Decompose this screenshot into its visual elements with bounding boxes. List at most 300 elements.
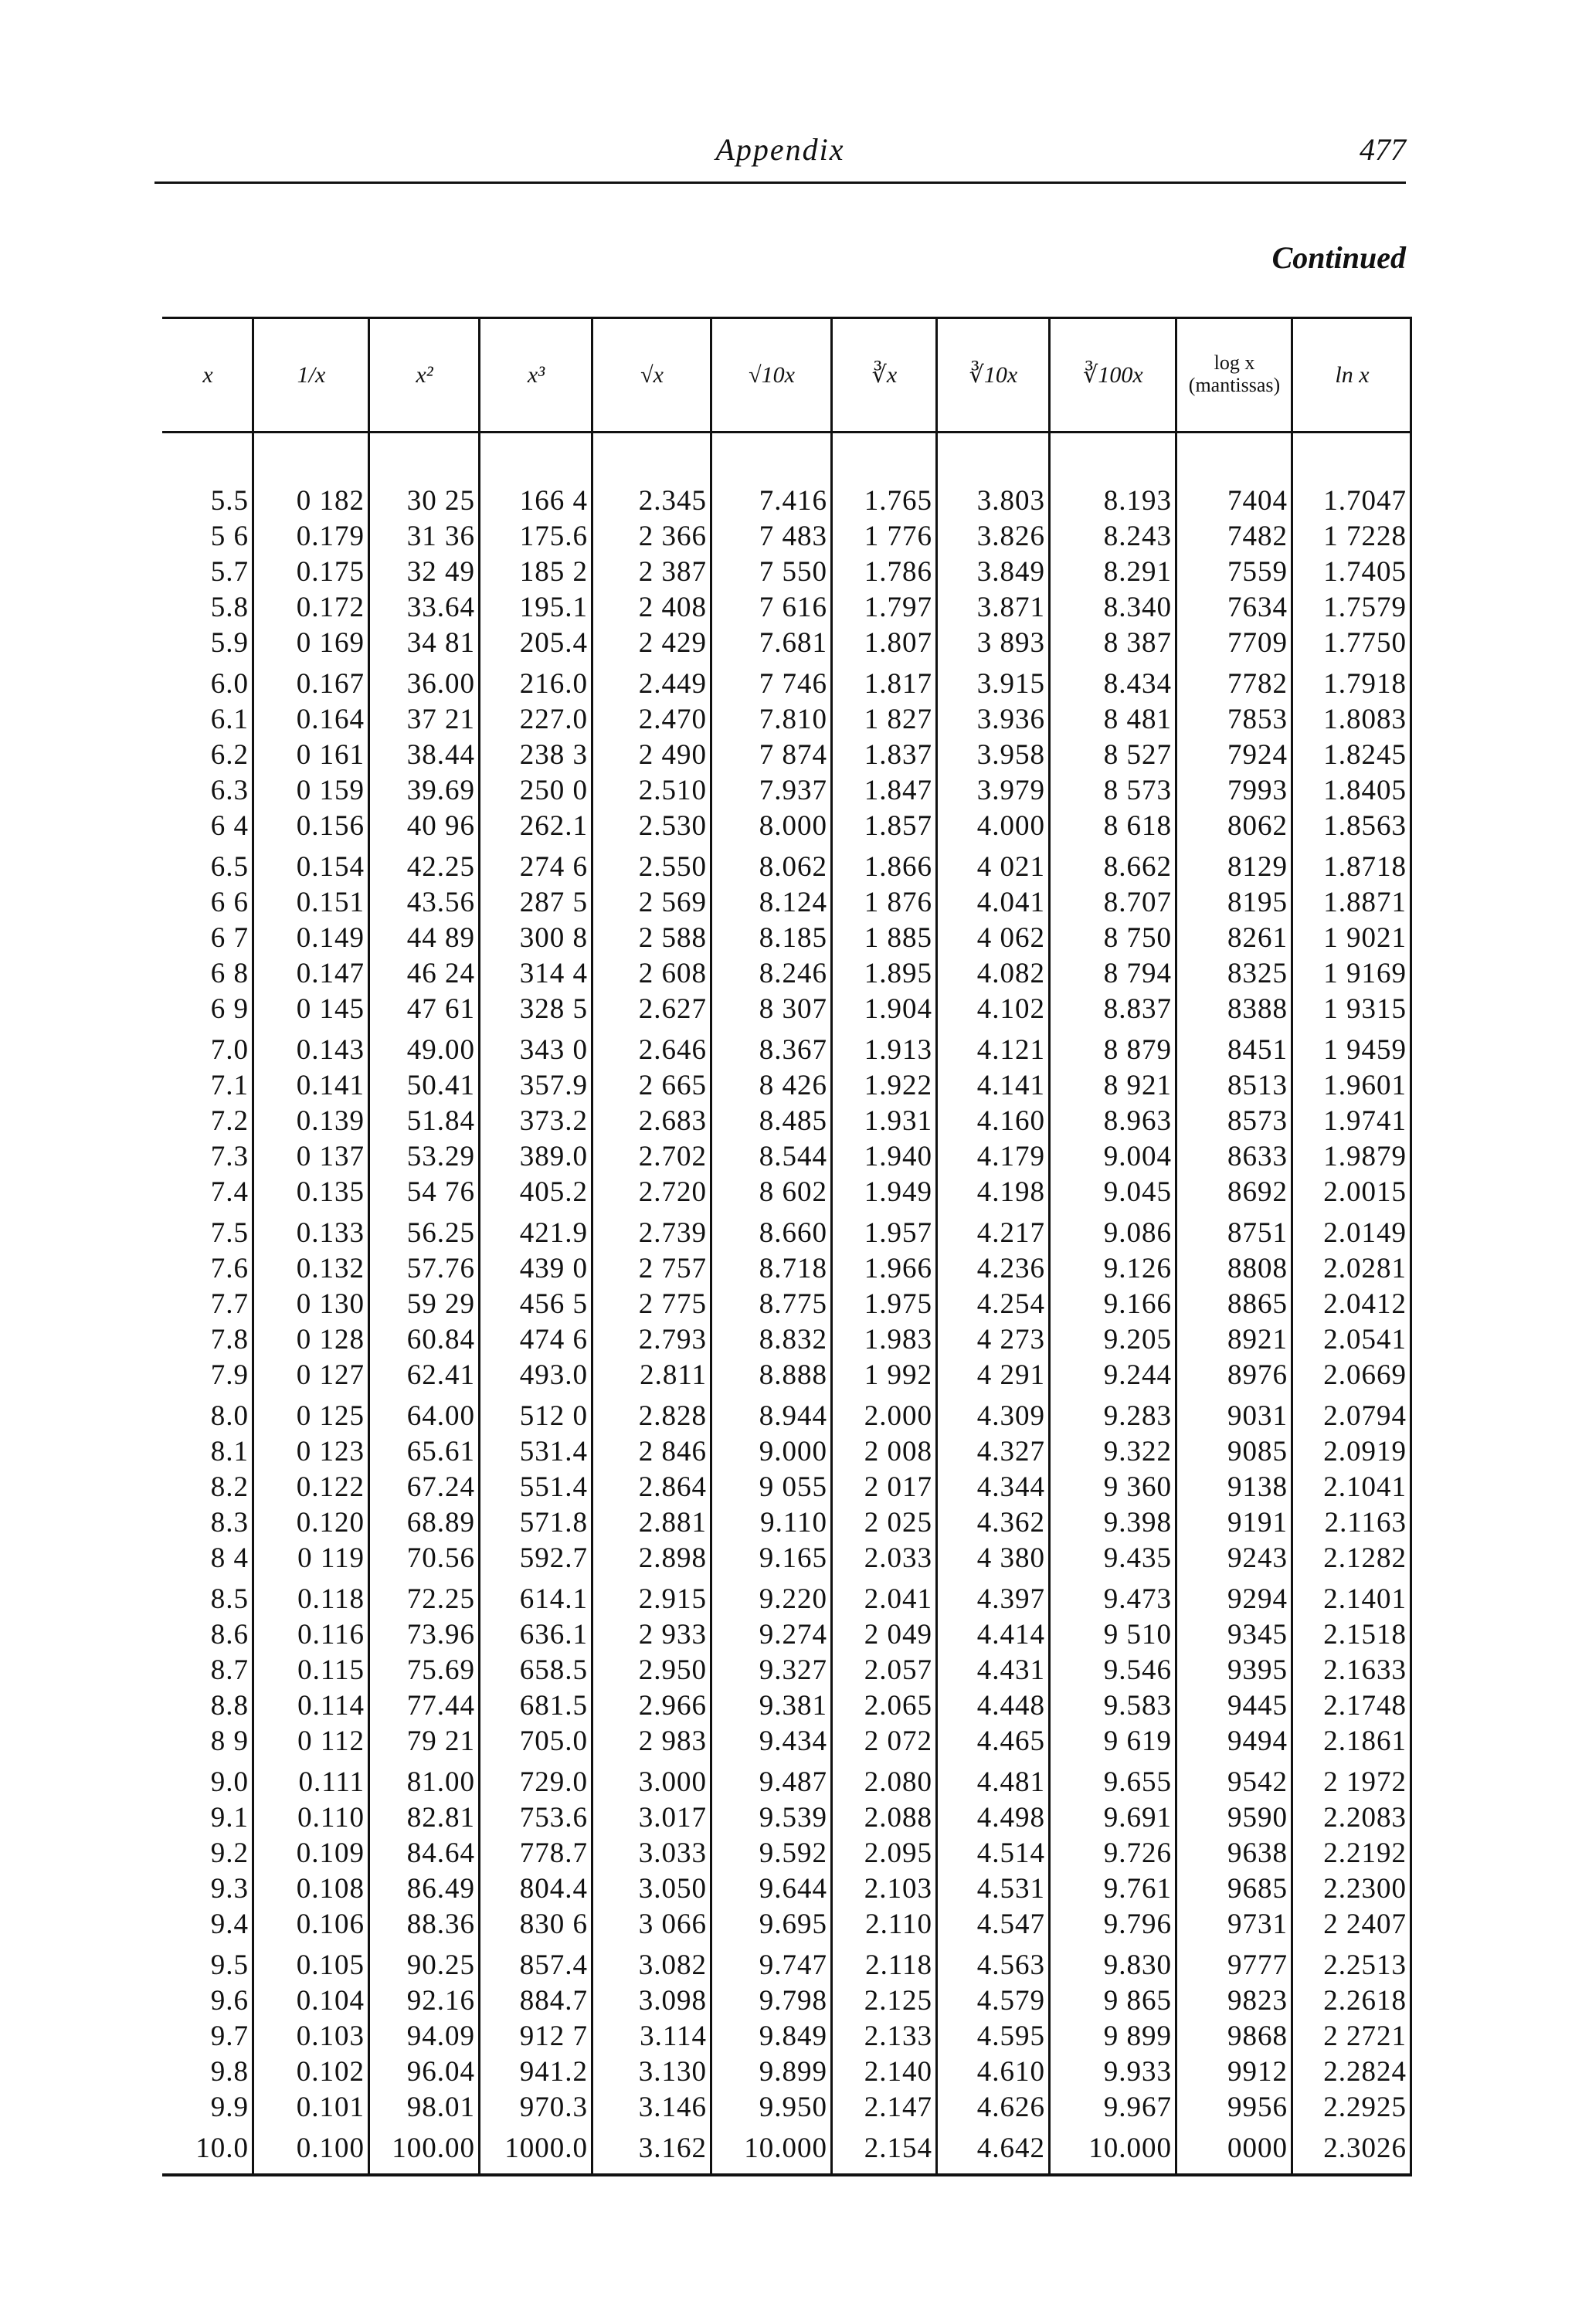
col-header-cbrt-100x: ∛100x [1083, 361, 1143, 388]
table-cell: 43.56 [406, 887, 475, 918]
table-row [162, 1800, 1412, 1836]
table-cell: 2.110 [865, 1908, 932, 1940]
table-cell: 98.01 [406, 2092, 475, 2123]
table-cell: 31 36 [406, 521, 475, 552]
table-row [162, 1358, 1412, 1393]
table-cell: 0 130 [296, 1288, 365, 1320]
table-cell: 34 81 [406, 627, 475, 659]
table-cell: 2.881 [638, 1507, 707, 1539]
table-cell: 86.49 [406, 1873, 475, 1905]
table-cell: 970.3 [519, 2092, 588, 2123]
table-cell: 2.065 [864, 1690, 932, 1722]
table-cell: 72.25 [406, 1583, 475, 1615]
table-cell: 3 893 [976, 627, 1045, 659]
table-cell: 8.000 [759, 810, 827, 842]
table-cell: 90.25 [406, 1949, 475, 1981]
table-cell: 9 510 [1103, 1619, 1172, 1651]
table-cell: 4.531 [976, 1873, 1045, 1905]
table-cell: 9445 [1227, 1690, 1288, 1722]
table-cell: 9 619 [1103, 1725, 1172, 1757]
table-cell: 3.050 [638, 1873, 707, 1905]
table-cell: 9 360 [1103, 1471, 1172, 1503]
col-header-cbrt-10x: ∛10x [969, 361, 1018, 388]
table-cell: 456 5 [519, 1288, 588, 1320]
table-cell: 3.082 [638, 1949, 707, 1981]
col-header-sqrt-x: √x [640, 361, 664, 388]
table-row [162, 483, 1412, 519]
table-cell: 9.5 [210, 1949, 249, 1981]
table-cell: 9912 [1227, 2056, 1288, 2088]
table-cell: 729.0 [519, 1766, 588, 1798]
table-cell: 0.154 [296, 851, 365, 883]
table-cell: 9.327 [759, 1654, 827, 1686]
table-cell: 8 387 [1103, 627, 1172, 659]
table-cell: 8.291 [1103, 556, 1172, 588]
table-cell: 8573 [1227, 1105, 1288, 1137]
table-cell: 227.0 [519, 704, 588, 735]
table-cell: 2.898 [638, 1542, 707, 1574]
table-cell: 4.000 [976, 810, 1045, 842]
table-cell: 9.220 [759, 1583, 827, 1615]
table-cell: 8.707 [1103, 887, 1172, 918]
table-cell: 357.9 [519, 1070, 588, 1101]
table-cell: 8.5 [210, 1583, 249, 1615]
table-cell: 300 8 [519, 922, 588, 954]
table-row [162, 1948, 1412, 1983]
table-row [162, 1617, 1412, 1653]
col-header-sqrt-10x: √10x [749, 361, 795, 388]
table-cell: 2 387 [638, 556, 707, 588]
table-cell: 274 6 [519, 851, 588, 883]
table-cell: 7.5 [210, 1217, 249, 1249]
table-cell: 8.963 [1103, 1105, 1172, 1137]
table-cell: 9.381 [759, 1690, 827, 1722]
table-cell: 9.644 [759, 1873, 827, 1905]
table-cell: 10.0 [195, 2132, 249, 2164]
table-cell: 8 426 [759, 1070, 827, 1101]
table-cell: 2.646 [638, 1034, 707, 1066]
table-row [162, 1251, 1412, 1287]
table-cell: 77.44 [406, 1690, 475, 1722]
table-cell: 175.6 [519, 521, 588, 552]
table-cell: 2 757 [638, 1253, 707, 1284]
table-cell: 238 3 [519, 739, 588, 771]
table-row [162, 1216, 1412, 1251]
table-cell: 9.045 [1103, 1176, 1172, 1208]
table-cell: 7 616 [759, 592, 827, 623]
table-cell: 2.147 [864, 2092, 932, 2123]
table-cell: 0.120 [296, 1507, 365, 1539]
table-cell: 0 112 [297, 1725, 365, 1757]
table-cell: 4 062 [976, 922, 1045, 954]
table-cell: 8.837 [1103, 993, 1172, 1025]
table-cell: 0 161 [296, 739, 365, 771]
table-cell: 0.133 [296, 1217, 365, 1249]
table-cell: 1.786 [864, 556, 932, 588]
table-cell: 405.2 [519, 1176, 588, 1208]
table-cell: 2.966 [638, 1690, 707, 1722]
table-row [162, 2131, 1412, 2166]
table-cell: 2.2083 [1323, 1802, 1407, 1834]
table-cell: 9.592 [759, 1837, 827, 1869]
table-cell: 0.143 [296, 1034, 365, 1066]
table-row [162, 809, 1412, 844]
table-cell: 6.5 [210, 851, 249, 883]
table-cell: 9823 [1227, 1985, 1288, 2017]
table-cell: 7.9 [210, 1359, 249, 1391]
table-cell: 9.950 [759, 2092, 827, 2123]
table-cell: 2 490 [638, 739, 707, 771]
running-header-title: Appendix [715, 132, 845, 167]
table-row [162, 1033, 1412, 1068]
table-cell: 753.6 [519, 1802, 588, 1834]
table-cell: 8.124 [759, 887, 827, 918]
table-cell: 2.1401 [1323, 1583, 1407, 1615]
table-cell: 82.81 [406, 1802, 475, 1834]
table-row [162, 1068, 1412, 1104]
table-cell: 57.76 [406, 1253, 475, 1284]
table-cell: 44 89 [406, 922, 475, 954]
table-cell: 6 9 [210, 993, 249, 1025]
table-row [162, 1582, 1412, 1617]
table-cell: 551.4 [519, 1471, 588, 1503]
table-row [162, 1836, 1412, 1871]
table-cell: 3.033 [638, 1837, 707, 1869]
table-cell: 658.5 [519, 1654, 588, 1686]
col-header-square: x² [416, 361, 433, 388]
table-row [162, 519, 1412, 555]
table-cell: 3.871 [976, 592, 1045, 623]
table-cell: 8.944 [759, 1400, 827, 1432]
table-cell: 8.434 [1103, 668, 1172, 700]
table-cell: 8513 [1227, 1070, 1288, 1101]
table-cell: 2.0919 [1323, 1436, 1407, 1467]
table-row [162, 1765, 1412, 1800]
table-cell: 884.7 [519, 1985, 588, 2017]
table-cell: 2.0149 [1323, 1217, 1407, 1249]
table-row [162, 992, 1412, 1027]
table-cell: 8451 [1227, 1034, 1288, 1066]
table-cell: 1 9169 [1323, 958, 1407, 989]
table-cell: 9.583 [1103, 1690, 1172, 1722]
table-cell: 2.530 [638, 810, 707, 842]
table-cell: 51.84 [406, 1105, 475, 1137]
table-cell: 4.309 [976, 1400, 1045, 1432]
table-cell: 3 066 [638, 1908, 707, 1940]
table-cell: 2.1282 [1323, 1542, 1407, 1574]
table-cell: 8.2 [210, 1471, 249, 1503]
table-row [162, 1287, 1412, 1322]
table-cell: 32 49 [406, 556, 475, 588]
table-cell: 804.4 [519, 1873, 588, 1905]
table-cell: 65.61 [406, 1436, 475, 1467]
table-cell: 9.274 [759, 1619, 827, 1651]
table-cell: 8.1 [210, 1436, 249, 1467]
table-cell: 857.4 [519, 1949, 588, 1981]
table-cell: 512 0 [519, 1400, 588, 1432]
table-cell: 2.1861 [1323, 1725, 1407, 1757]
table-cell: 9.126 [1103, 1253, 1172, 1284]
table-cell: 8 750 [1103, 922, 1172, 954]
table-cell: 1.966 [864, 1253, 932, 1284]
table-cell: 75.69 [406, 1654, 475, 1686]
table-cell: 1.866 [864, 851, 932, 883]
table-cell: 2.470 [638, 704, 707, 735]
table-cell: 40 96 [406, 810, 475, 842]
table-cell: 2.950 [638, 1654, 707, 1686]
table-cell: 0.115 [297, 1654, 365, 1686]
table-row [162, 702, 1412, 738]
table-cell: 9542 [1227, 1766, 1288, 1798]
table-cell: 8.888 [759, 1359, 827, 1391]
table-cell: 3.803 [976, 485, 1045, 517]
table-cell: 9.205 [1103, 1324, 1172, 1355]
table-cell: 4.626 [976, 2092, 1045, 2123]
table-cell: 1.904 [864, 993, 932, 1025]
table-cell: 8 527 [1103, 739, 1172, 771]
table-cell: 636.1 [519, 1619, 588, 1651]
table-cell: 7853 [1227, 704, 1288, 735]
table-cell: 9.967 [1103, 2092, 1172, 2123]
table-row [162, 555, 1412, 590]
table-row [162, 667, 1412, 702]
table-cell: 205.4 [519, 627, 588, 659]
table-cell: 0 119 [297, 1542, 365, 1574]
table-cell: 84.64 [406, 1837, 475, 1869]
table-row [162, 1434, 1412, 1470]
table-cell: 4.362 [976, 1507, 1045, 1539]
table-cell: 46 24 [406, 958, 475, 989]
table-cell: 3.146 [638, 2092, 707, 2123]
table-cell: 53.29 [406, 1141, 475, 1172]
table-cell: 0.151 [296, 887, 365, 918]
table-cell: 8.0 [210, 1400, 249, 1432]
table-cell: 1.837 [864, 739, 932, 771]
table-cell: 8.246 [759, 958, 827, 989]
table-cell: 4.217 [976, 1217, 1045, 1249]
col-header-cube: x³ [527, 361, 545, 388]
table-cell: 0.132 [296, 1253, 365, 1284]
table-cell: 100.00 [392, 2132, 475, 2164]
table-row [162, 1175, 1412, 1210]
table-row [162, 921, 1412, 956]
table-cell: 2.057 [864, 1654, 932, 1686]
table-cell: 2.739 [638, 1217, 707, 1249]
table-cell: 62.41 [406, 1359, 475, 1391]
table-cell: 0 159 [296, 775, 365, 806]
table-cell: 4.642 [976, 2132, 1045, 2164]
table-cell: 8 618 [1103, 810, 1172, 842]
table-cell: 4.547 [976, 1908, 1045, 1940]
table-cell: 2.033 [864, 1542, 932, 1574]
table-cell: 0.116 [297, 1619, 365, 1651]
table-cell: 9868 [1227, 2020, 1288, 2052]
table-row [162, 850, 1412, 885]
table-row [162, 1724, 1412, 1759]
table-cell: 250 0 [519, 775, 588, 806]
table-cell: 4 291 [976, 1359, 1045, 1391]
table-cell: 4.610 [976, 2056, 1045, 2088]
table-cell: 941.2 [519, 2056, 588, 2088]
table-cell: 6 8 [210, 958, 249, 989]
table-cell: 0.164 [296, 704, 365, 735]
table-row [162, 2090, 1412, 2126]
table-cell: 1.931 [864, 1105, 932, 1137]
table-cell: 9.283 [1103, 1400, 1172, 1432]
table-cell: 8 307 [759, 993, 827, 1025]
table-cell: 2.828 [638, 1400, 707, 1432]
math-table [162, 317, 1412, 2178]
table-cell: 9956 [1227, 2092, 1288, 2123]
table-cell: 9294 [1227, 1583, 1288, 1615]
table-cell: 9.244 [1103, 1359, 1172, 1391]
table-cell: 10.000 [744, 2132, 827, 2164]
table-cell: 2.118 [865, 1949, 932, 1981]
table-cell: 7 483 [759, 521, 827, 552]
table-cell: 8.367 [759, 1034, 827, 1066]
table-cell: 3.849 [976, 556, 1045, 588]
table-cell: 2 017 [864, 1471, 932, 1503]
table-cell: 94.09 [406, 2020, 475, 2052]
table-cell: 2 846 [638, 1436, 707, 1467]
table-cell: 1.8245 [1323, 739, 1407, 771]
table-cell: 1.7750 [1323, 627, 1407, 659]
table-cell: 185 2 [519, 556, 588, 588]
table-cell: 8 602 [759, 1176, 827, 1208]
table-cell: 681.5 [519, 1690, 588, 1722]
table-cell: 0 182 [296, 485, 365, 517]
table-cell: 8 573 [1103, 775, 1172, 806]
table-cell: 9.4 [210, 1908, 249, 1940]
table-cell: 3.979 [976, 775, 1045, 806]
table-cell: 778.7 [519, 1837, 588, 1869]
table-cell: 2.1633 [1323, 1654, 1407, 1686]
table-cell: 37 21 [406, 704, 475, 735]
table-cell: 8.544 [759, 1141, 827, 1172]
table-cell: 8.7 [210, 1654, 249, 1686]
table-cell: 2.449 [638, 668, 707, 700]
table-cell: 7.6 [210, 1253, 249, 1284]
table-cell: 9.691 [1103, 1802, 1172, 1834]
table-cell: 2 408 [638, 592, 707, 623]
table-cell: 9590 [1227, 1802, 1288, 1834]
table-cell: 9.322 [1103, 1436, 1172, 1467]
table-cell: 0.149 [296, 922, 365, 954]
table-cell: 5.8 [210, 592, 249, 623]
table-cell: 2.864 [638, 1471, 707, 1503]
table-row [162, 1907, 1412, 1942]
table-cell: 81.00 [406, 1766, 475, 1798]
table-cell: 8 921 [1103, 1070, 1172, 1101]
table-cell: 4.041 [976, 887, 1045, 918]
table-cell: 8261 [1227, 922, 1288, 954]
table-cell: 8.718 [759, 1253, 827, 1284]
table-cell: 67.24 [406, 1471, 475, 1503]
table-cell: 2.627 [638, 993, 707, 1025]
table-cell: 9.434 [759, 1725, 827, 1757]
table-row [162, 1104, 1412, 1139]
table-cell: 0.175 [296, 556, 365, 588]
table-cell: 1 9315 [1323, 993, 1407, 1025]
table-cell: 8692 [1227, 1176, 1288, 1208]
table-row [162, 1399, 1412, 1434]
table-cell: 4.254 [976, 1288, 1045, 1320]
table-cell: 2.345 [638, 485, 707, 517]
table-cell: 4.141 [976, 1070, 1045, 1101]
table-cell: 9031 [1227, 1400, 1288, 1432]
table-row [162, 2019, 1412, 2054]
table-cell: 2.088 [864, 1802, 932, 1834]
table-row [162, 1653, 1412, 1688]
table-cell: 8.243 [1103, 521, 1172, 552]
table-cell: 1 776 [864, 521, 932, 552]
table-cell: 1.797 [864, 592, 932, 623]
table-cell: 8.775 [759, 1288, 827, 1320]
table-cell: 8.3 [210, 1507, 249, 1539]
table-cell: 8325 [1227, 958, 1288, 989]
table-cell: 2 366 [638, 521, 707, 552]
table-cell: 9.830 [1103, 1949, 1172, 1981]
table-cell: 343 0 [519, 1034, 588, 1066]
table-cell: 8.340 [1103, 592, 1172, 623]
table-cell: 2.2300 [1323, 1873, 1407, 1905]
table-cell: 8.062 [759, 851, 827, 883]
table-cell: 2 933 [638, 1619, 707, 1651]
table-cell: 474 6 [519, 1324, 588, 1355]
table-cell: 7782 [1227, 668, 1288, 700]
table-cell: 2 608 [638, 958, 707, 989]
table-cell: 2 588 [638, 922, 707, 954]
table-cell: 70.56 [406, 1542, 475, 1574]
table-cell: 9.000 [759, 1436, 827, 1467]
table-cell: 9.166 [1103, 1288, 1172, 1320]
table-cell: 59 29 [406, 1288, 475, 1320]
table-cell: 0.156 [296, 810, 365, 842]
table-row [162, 1139, 1412, 1175]
table-cell: 47 61 [406, 993, 475, 1025]
table-cell: 4.397 [976, 1583, 1045, 1615]
table-cell: 0.106 [296, 1908, 365, 1940]
table-cell: 1.8871 [1323, 887, 1407, 918]
table-cell: 0.172 [296, 592, 365, 623]
table-cell: 493.0 [519, 1359, 588, 1391]
table-cell: 1 876 [864, 887, 932, 918]
table-cell: 9.435 [1103, 1542, 1172, 1574]
table-cell: 287 5 [519, 887, 588, 918]
table-cell: 8195 [1227, 887, 1288, 918]
table-cell: 2.720 [638, 1176, 707, 1208]
table-cell: 8976 [1227, 1359, 1288, 1391]
table-cell: 9.655 [1103, 1766, 1172, 1798]
table-cell: 0.135 [296, 1176, 365, 1208]
table-cell: 0 123 [296, 1436, 365, 1467]
table-cell: 9.2 [210, 1837, 249, 1869]
table-row [162, 885, 1412, 921]
table-cell: 9731 [1227, 1908, 1288, 1940]
table-cell: 0.114 [297, 1690, 365, 1722]
table-cell: 2 049 [864, 1619, 932, 1651]
table-cell: 1 9021 [1323, 922, 1407, 954]
table-cell: 50.41 [406, 1070, 475, 1101]
table-cell: 614.1 [519, 1583, 588, 1615]
table-cell: 9.086 [1103, 1217, 1172, 1249]
table-cell: 96.04 [406, 2056, 475, 2088]
table-cell: 0 137 [296, 1141, 365, 1172]
table-cell: 9395 [1227, 1654, 1288, 1686]
table-cell: 262.1 [519, 810, 588, 842]
table-cell: 38.44 [406, 739, 475, 771]
table-cell: 7559 [1227, 556, 1288, 588]
